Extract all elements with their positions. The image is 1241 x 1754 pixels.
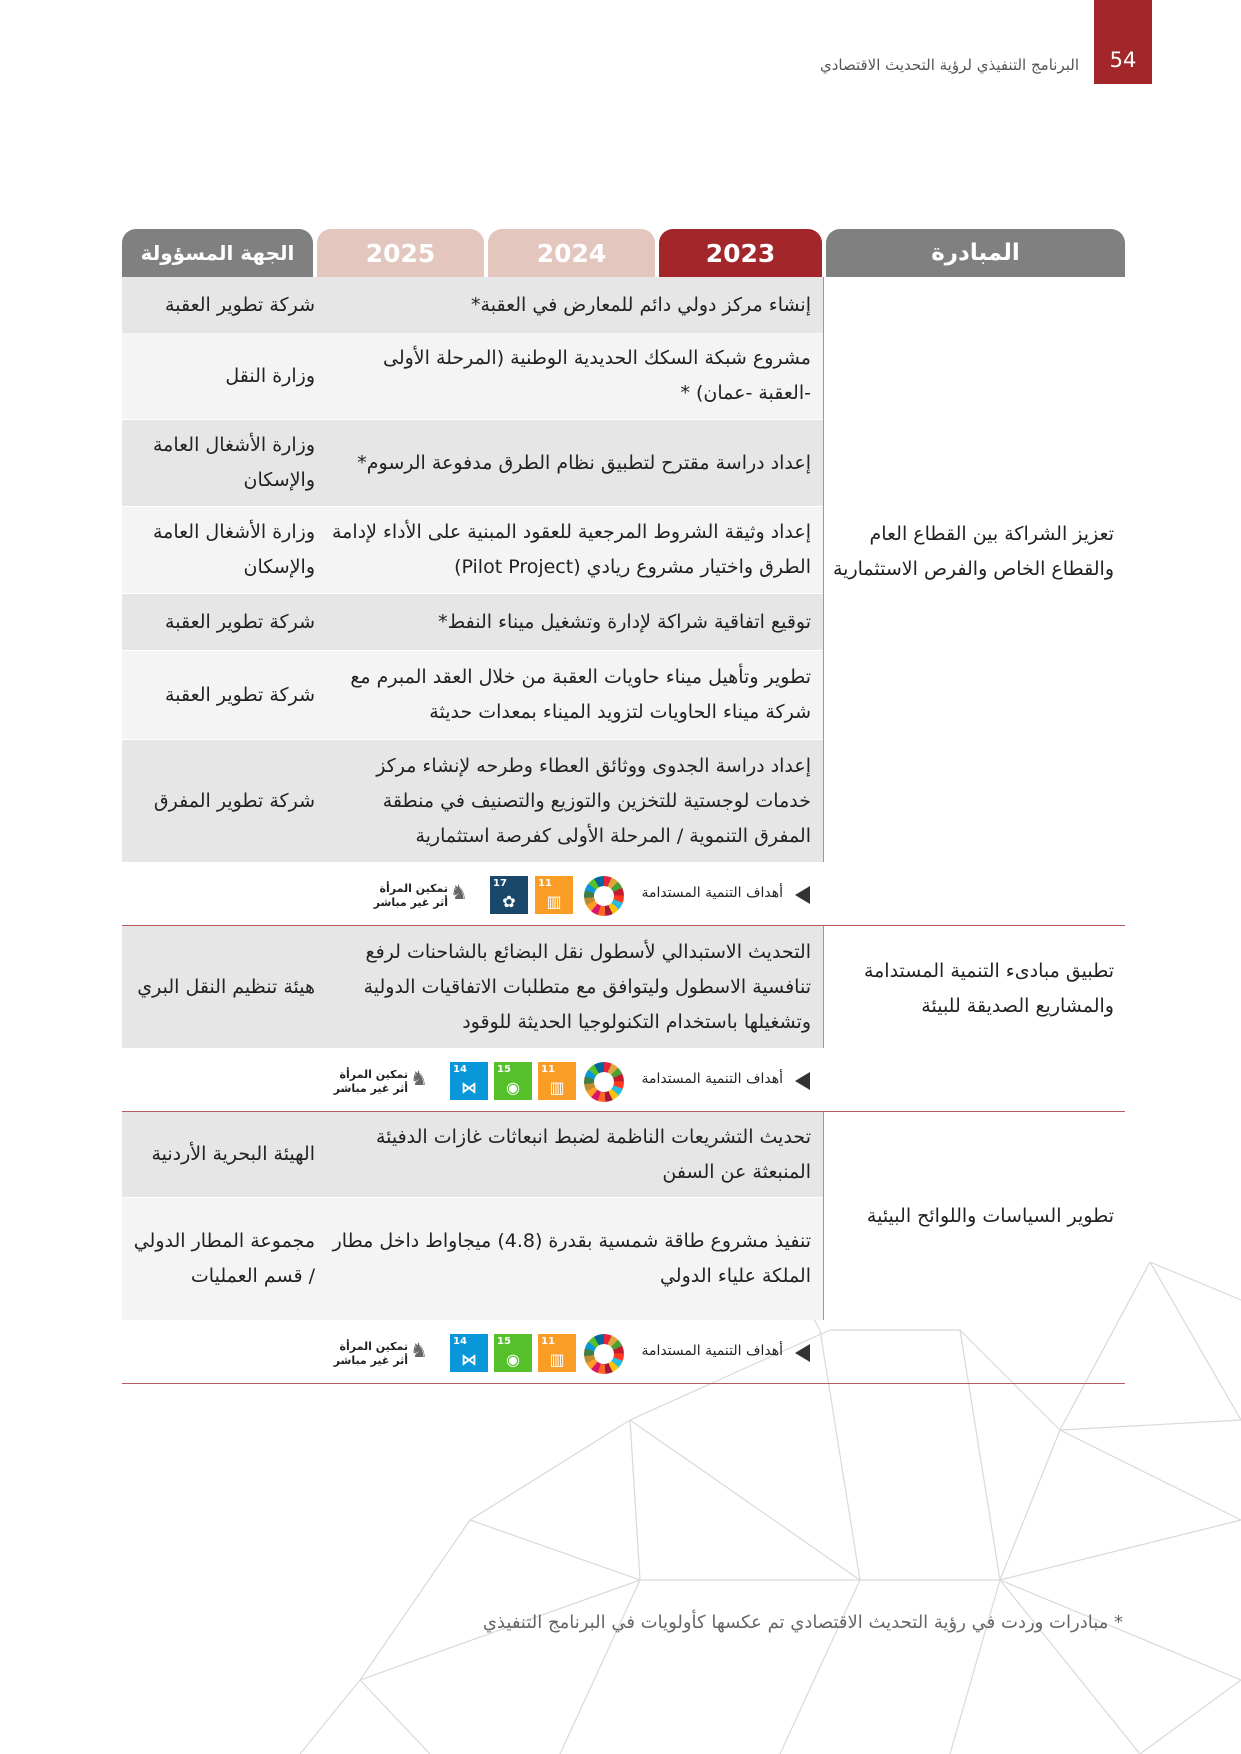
entity-cell: شركة تطوير المفرق [153,789,315,812]
table-row [122,507,823,593]
table-row [122,420,823,506]
women-empowerment-label: تمكين المرأة أثر غير مباشر [333,1068,408,1095]
sdg-15-life-on-land-icon: 15 ◉ [494,1334,532,1372]
table-row [122,1198,823,1320]
initiative-3: تطوير السياسات واللوائح البيئية [866,1205,1114,1227]
table-row [122,594,823,650]
entity-cell: هيئة تنظيم النقل البري [137,975,315,998]
table-row [122,740,823,862]
header-year-2025: 2025 [317,229,484,277]
sdg-11-sustainable-cities-icon: 11 ▥ [538,1334,576,1372]
women-empowerment-label: تمكين المرأة أثر غير مباشر [333,1340,408,1367]
activity-cell: إعداد دراسة الجدوى ووثائق العطاء وطرحه لإنشاء مركز خدمات لوجستية للتخزين والتوزيع والتصنيف في منطقة المفرق التنموية / المرحلة الأولى كفرصة استثمارية [376,754,811,847]
activity-cell: التحديث الاستبدالي لأسطول نقل البضائع بالشاحنات لرفع تنافسية الاسطول وليتوافق مع متطلبات الاتفاقيات الدولية وتشغيلها باستخدام التكنولوجيا الحديثة للوقود [363,940,811,1033]
table-row [122,926,823,1048]
header-responsible-entity: الجهة المسؤولة [122,229,313,277]
sdg-15-life-on-land-icon: 15 ◉ [494,1062,532,1100]
women-empowerment-icon: ♞ [410,1338,428,1362]
sdg-wheel-icon [584,1334,624,1374]
table-row [122,333,823,419]
arrow-left-icon [795,886,810,904]
activity-cell: إعداد وثيقة الشروط المرجعية للعقود المبنية على الأداء لإدامة الطرق واختيار مشروع ريادي (Pilot Project) [331,521,811,578]
footnote: * مبادرات وردت في رؤية التحديث الاقتصادي تم عكسها كأولويات في البرنامج التنفيذي [482,1612,1123,1633]
sdg-11-sustainable-cities-icon: 11 ▥ [538,1062,576,1100]
section-divider [122,1383,1125,1384]
entity-cell: وزارة الأشغال العامة والإسكان [152,434,315,491]
activity-cell: توقيع اتفاقية شراكة لإدارة وتشغيل ميناء النفط* [438,610,811,633]
sdg-14-life-below-water-icon: 14 ⋈ [450,1062,488,1100]
entity-cell: شركة تطوير العقبة [165,610,315,633]
sdg-wheel-icon [584,876,624,916]
activity-cell: تحديث التشريعات الناظمة لضبط انبعاثات غازات الدفيئة المنبعثة عن السفن [375,1125,811,1183]
sdg-label: أهداف التنمية المستدامة [641,885,783,901]
page-number: 54 [1094,0,1152,84]
table-row [122,277,823,333]
activity-cell: تنفيذ مشروع طاقة شمسية بقدرة (4.8) ميجاواط داخل مطار الملكة علياء الدولي [332,1230,811,1287]
header-initiative: المبادرة [826,229,1125,277]
entity-cell: شركة تطوير العقبة [165,293,315,316]
table-row [122,651,823,739]
sdg-11-sustainable-cities-icon: 11 ▥ [535,876,573,914]
women-empowerment-icon: ♞ [410,1066,428,1090]
arrow-left-icon [795,1072,810,1090]
activity-cell: إعداد دراسة مقترح لتطبيق نظام الطرق مدفوعة الرسوم* [357,451,811,474]
header-year-2023: 2023 [659,229,822,277]
arrow-left-icon [795,1344,810,1362]
women-empowerment-label: تمكين المرأة أثر غير مباشر [373,882,448,909]
sdg-label: أهداف التنمية المستدامة [641,1343,783,1359]
initiative-2: تطبيق مبادىء التنمية المستدامة والمشاريع الصديقة للبيئة [863,960,1114,1017]
sdg-14-life-below-water-icon: 14 ⋈ [450,1334,488,1372]
entity-cell: شركة تطوير العقبة [165,683,315,706]
header-year-2024: 2024 [488,229,655,277]
entity-cell: مجموعة المطار الدولي / قسم العمليات [133,1230,315,1287]
entity-cell: وزارة الأشغال العامة والإسكان [152,521,315,578]
activity-cell: إنشاء مركز دولي دائم للمعارض في العقبة* [471,293,811,316]
running-title: البرنامج التنفيذي لرؤية التحديث الاقتصادي [819,56,1079,74]
sdg-17-partnerships-icon: 17 ✿ [490,876,528,914]
activity-cell: تطوير وتأهيل ميناء حاويات العقبة من خلال العقد المبرم مع شركة ميناء الحاويات لتزويد الميناء بمعدات حديثة [350,666,811,723]
activity-cell: مشروع شبكة السكك الحديدية الوطنية (المرحلة الأولى -العقبة -عمان) * [382,347,811,404]
initiative-1: تعزيز الشراكة بين القطاع العام والقطاع الخاص والفرص الاستثمارية [832,523,1114,580]
sdg-wheel-icon [584,1062,624,1102]
entity-cell: وزارة النقل [225,364,315,387]
table-row [122,1112,823,1197]
sdg-label: أهداف التنمية المستدامة [641,1071,783,1087]
women-empowerment-icon: ♞ [450,880,468,904]
entity-cell: الهيئة البحرية الأردنية [151,1143,315,1165]
